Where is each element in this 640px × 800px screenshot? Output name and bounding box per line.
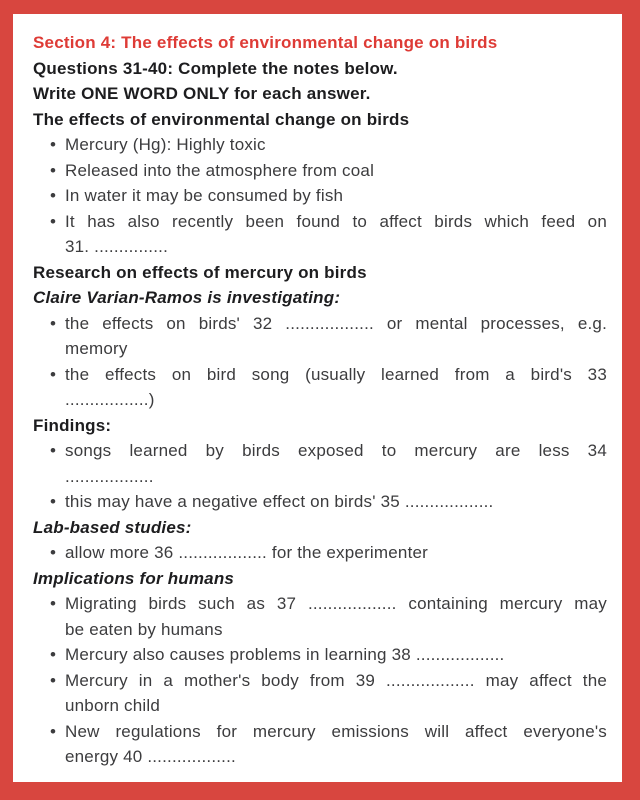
bullet-item <box>33 668 607 719</box>
section-heading: Implications for humans <box>33 568 235 588</box>
bullet-line: 31. ............... <box>65 237 169 256</box>
bullet-item <box>33 489 607 515</box>
bullet-item <box>33 540 607 566</box>
section-heading: Lab-based studies: <box>33 517 192 537</box>
bullet-item <box>33 183 607 209</box>
bullet-dot-icon: • <box>50 441 57 460</box>
bullet-line: memory <box>65 339 128 358</box>
bullet-dot-icon: • <box>50 645 57 664</box>
bullet-dot-icon: • <box>50 211 57 231</box>
bullet-item <box>33 311 607 362</box>
bullet-line: In water it may be consumed by fish <box>65 186 344 205</box>
bullet-line: the effects on birds' 32 .................. or mental processes, e.g. <box>65 313 607 333</box>
section-heading: Questions 31-40: Complete the notes below. <box>33 58 398 78</box>
bullet-item <box>33 132 607 158</box>
bullet-dot-icon: • <box>50 670 57 690</box>
bullet-line: be eaten by humans <box>65 619 223 639</box>
bullet-line: New regulations for mercury emissions will affect everyone's <box>65 721 607 741</box>
bullet-dot-icon: • <box>50 594 57 613</box>
bullet-line: the effects on bird song (usually learned from a bird's 33 <box>65 364 607 384</box>
bullet-dot-icon: • <box>50 313 57 333</box>
bullet-item <box>33 438 607 489</box>
section-heading: The effects of environmental change on birds <box>33 109 410 129</box>
bullet-item <box>33 158 607 184</box>
bullet-line: this may have a negative effect on birds' 35 .................. <box>65 492 494 511</box>
bullet-dot-icon: • <box>50 160 57 180</box>
section-title: Section 4: The effects of environmental change on birds <box>33 33 498 52</box>
bullet-dot-icon: • <box>50 721 57 741</box>
bullet-dot-icon: • <box>50 492 57 511</box>
notes-panel <box>13 14 622 782</box>
section-heading: Research on effects of mercury on birds <box>33 262 367 282</box>
bullet-item <box>33 719 607 770</box>
bullet-item <box>33 591 607 642</box>
bullet-line: allow more 36 .................. for the experimenter <box>65 543 429 562</box>
section-heading: Write ONE WORD ONLY for each answer. <box>33 84 371 103</box>
notes-content <box>33 30 607 770</box>
section-heading: Findings: <box>33 415 112 435</box>
bullet-dot-icon: • <box>50 364 57 384</box>
bullet-line: .................. <box>65 466 154 486</box>
bullet-line: .................) <box>65 390 155 409</box>
bullet-line: It has also recently been found to affect birds which feed on <box>65 211 607 231</box>
section-heading: Claire Varian-Ramos is investigating: <box>33 288 341 307</box>
bullet-dot-icon: • <box>50 543 57 562</box>
bullet-item <box>33 209 607 260</box>
bullet-dot-icon: • <box>50 135 57 154</box>
bullet-line: Mercury also causes problems in learning 38 .................. <box>65 645 505 664</box>
bullet-line: Released into the atmosphere from coal <box>65 160 375 180</box>
bullet-item <box>33 362 607 413</box>
bullet-line: Migrating birds such as 37 .................. containing mercury may <box>65 594 607 613</box>
bullet-line: unborn child <box>65 696 161 715</box>
bullet-line: songs learned by birds exposed to mercury are less 34 <box>65 441 607 460</box>
bullet-item <box>33 642 607 668</box>
bullet-dot-icon: • <box>50 186 57 205</box>
bullet-line: Mercury (Hg): Highly toxic <box>65 135 266 154</box>
bullet-line: energy 40 .................. <box>65 747 236 766</box>
bullet-line: Mercury in a mother's body from 39 .................. may affect the <box>65 670 607 690</box>
